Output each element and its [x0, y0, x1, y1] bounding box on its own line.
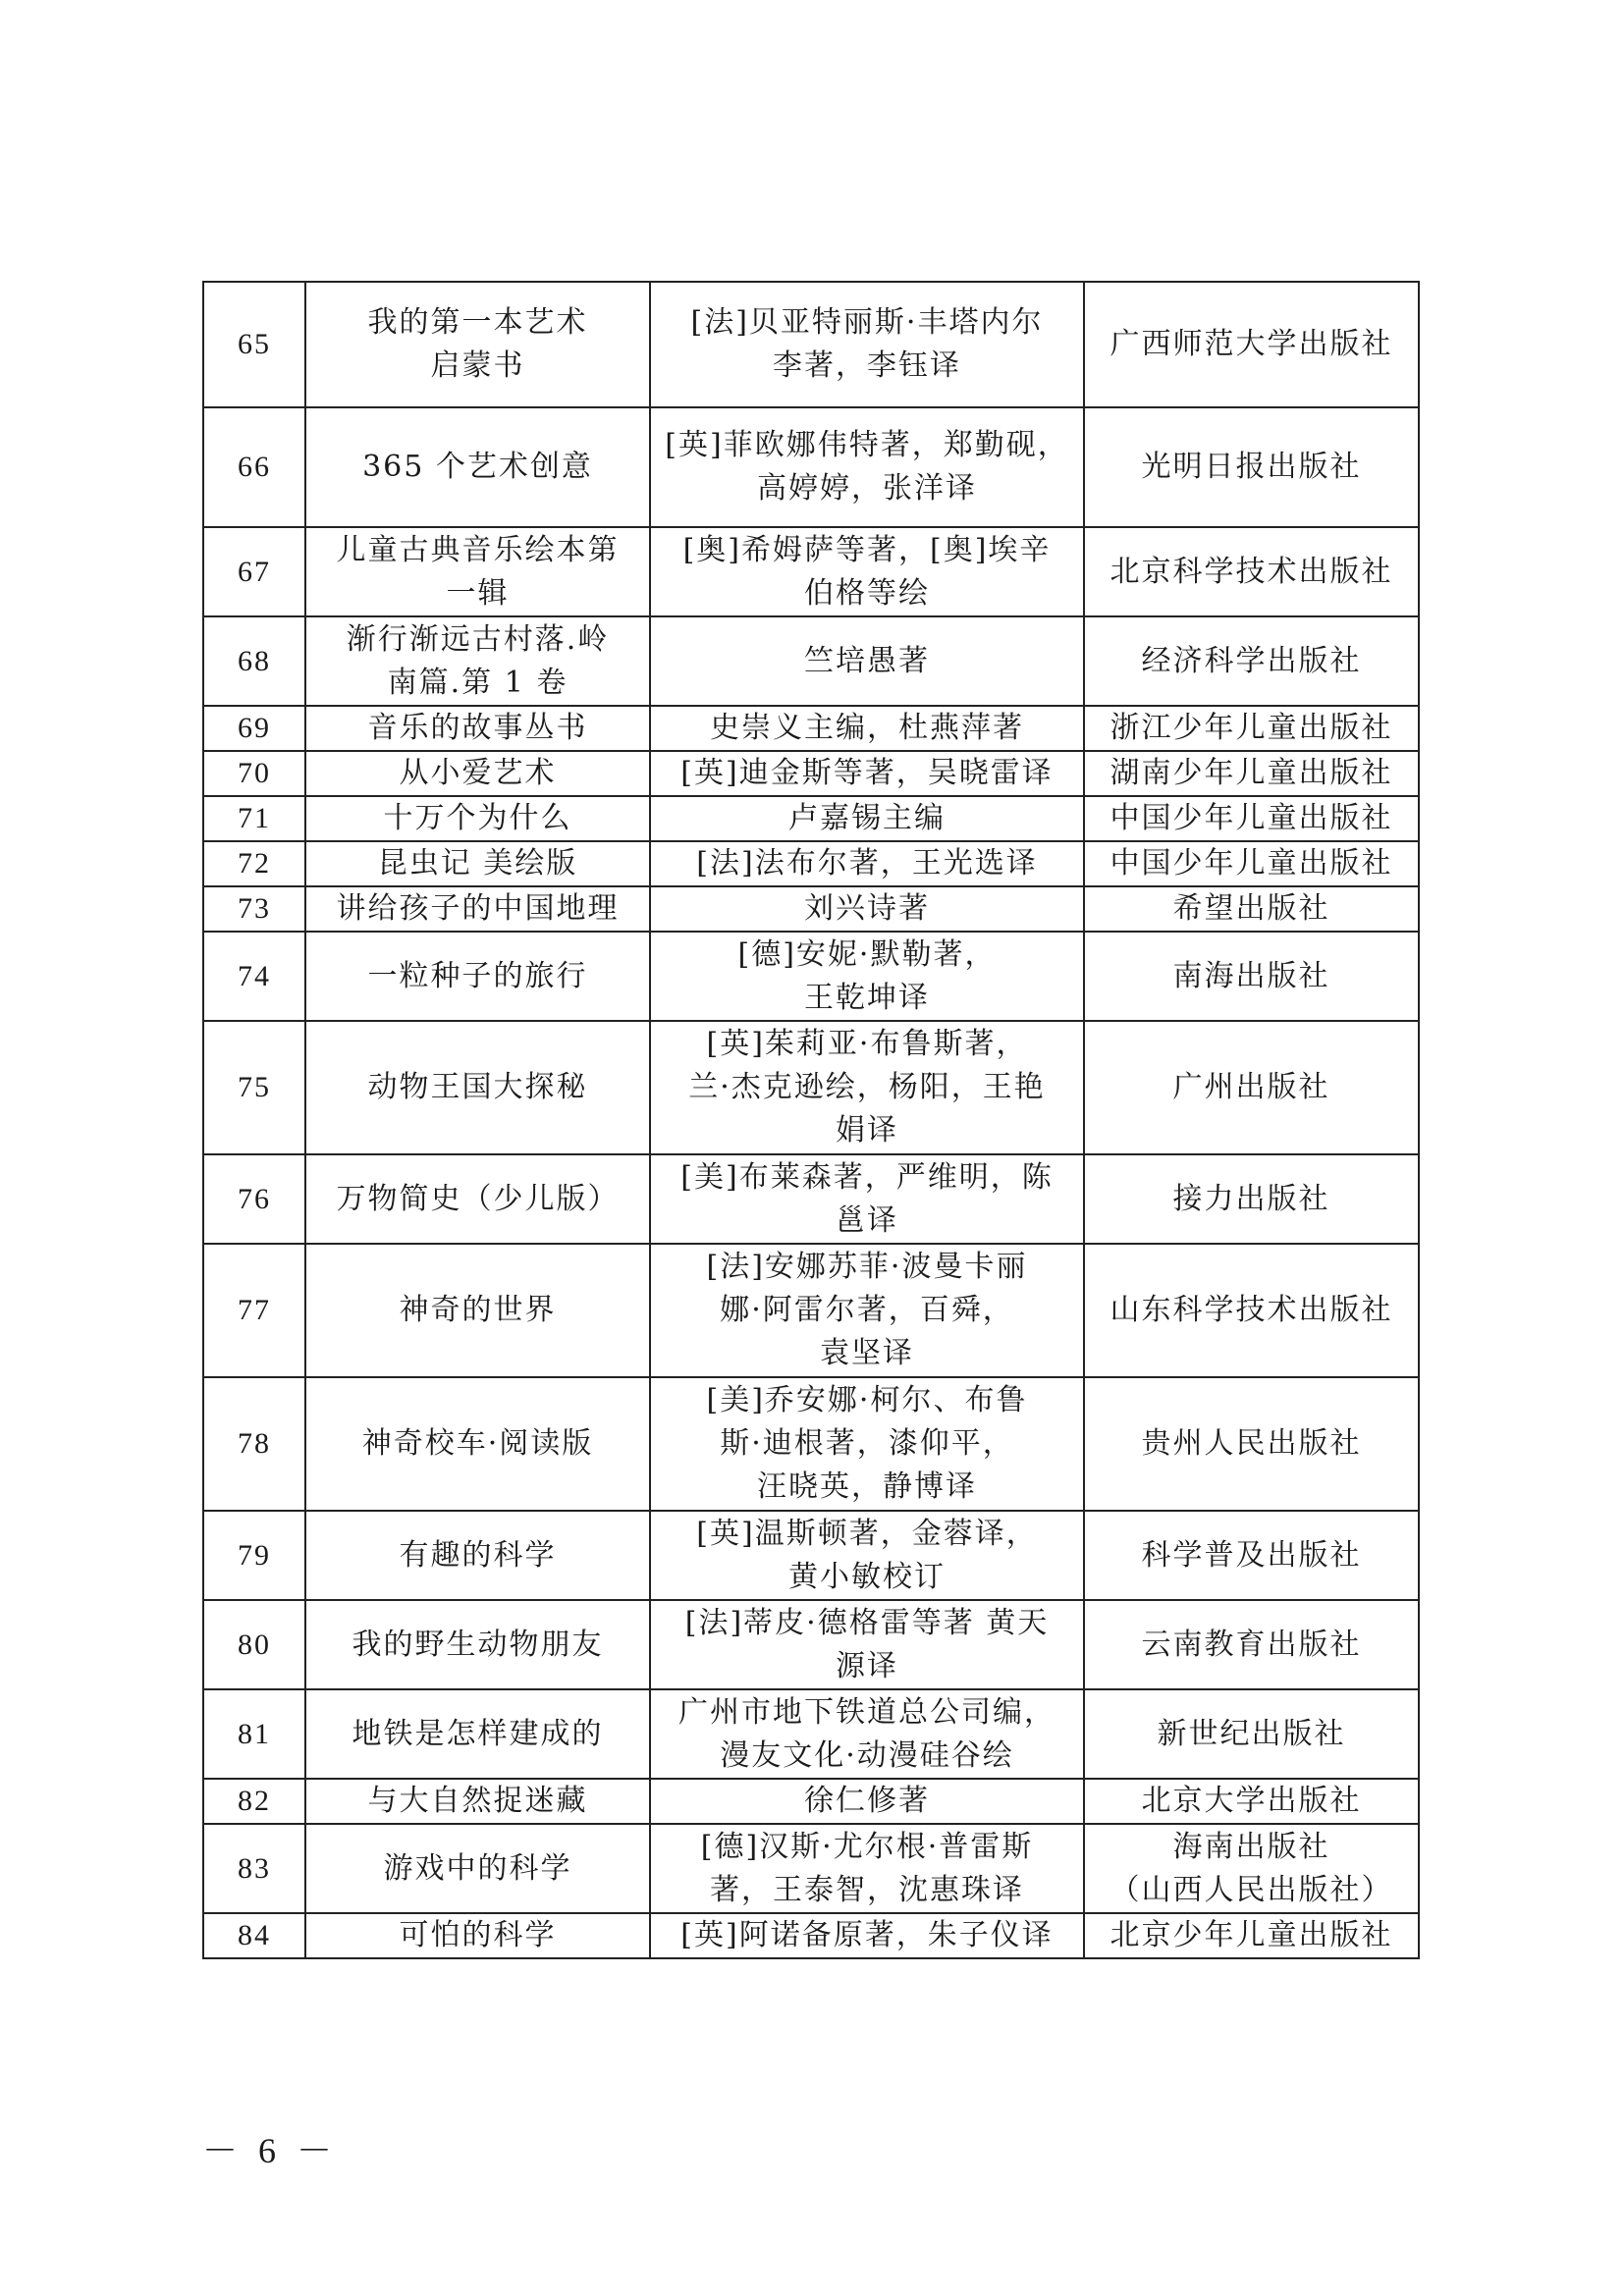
- book-author: [英]茱莉亚·布鲁斯著， 兰·杰克逊绘，杨阳，王艳 娟译: [650, 1021, 1084, 1154]
- book-title: 讲给孩子的中国地理: [305, 886, 650, 932]
- book-list-table: [202, 281, 1420, 1959]
- book-author: [英]菲欧娜伟特著，郑勤砚， 高婷婷，张洋译: [650, 407, 1084, 527]
- book-publisher: 接力出版社: [1084, 1154, 1419, 1244]
- book-publisher: 海南出版社 （山西人民出版社）: [1084, 1824, 1419, 1913]
- book-author: [美]乔安娜·柯尔、布鲁 斯·迪根著，漆仰平， 汪晓英，静博译: [650, 1377, 1084, 1511]
- row-number: 69: [203, 706, 305, 751]
- page-number: － 6 －: [202, 2131, 339, 2170]
- book-title: 365 个艺术创意: [305, 407, 650, 527]
- book-title: 我的野生动物朋友: [305, 1600, 650, 1689]
- book-author: [美]布莱森著，严维明，陈 邕译: [650, 1154, 1084, 1244]
- book-publisher: 广州出版社: [1084, 1021, 1419, 1154]
- book-publisher: 云南教育出版社: [1084, 1600, 1419, 1689]
- table-row: [203, 841, 1419, 886]
- table-row: [203, 1154, 1419, 1244]
- row-number: 68: [203, 616, 305, 706]
- book-author: 徐仁修著: [650, 1779, 1084, 1824]
- book-title: 十万个为什么: [305, 796, 650, 841]
- book-title: 儿童古典音乐绘本第 一辑: [305, 527, 650, 616]
- row-number: 75: [203, 1021, 305, 1154]
- book-title: 音乐的故事丛书: [305, 706, 650, 751]
- book-author: [奥]希姆萨等著，[奥]埃辛 伯格等绘: [650, 527, 1084, 616]
- table-row: [203, 407, 1419, 527]
- book-title: 渐行渐远古村落.岭 南篇.第 1 卷: [305, 616, 650, 706]
- table-row: [203, 1511, 1419, 1600]
- book-author: 竺培愚著: [650, 616, 1084, 706]
- book-title: 我的第一本艺术 启蒙书: [305, 282, 650, 407]
- book-author: [英]迪金斯等著，吴晓雷译: [650, 751, 1084, 796]
- table-row: [203, 932, 1419, 1021]
- book-publisher: 浙江少年儿童出版社: [1084, 706, 1419, 751]
- book-author: [法]蒂皮·德格雷等著 黄天 源译: [650, 1600, 1084, 1689]
- book-publisher: 北京少年儿童出版社: [1084, 1913, 1419, 1958]
- row-number: 81: [203, 1689, 305, 1779]
- book-author: [法]法布尔著，王光选译: [650, 841, 1084, 886]
- row-number: 82: [203, 1779, 305, 1824]
- book-publisher: 湖南少年儿童出版社: [1084, 751, 1419, 796]
- book-author: 刘兴诗著: [650, 886, 1084, 932]
- book-title: 动物王国大探秘: [305, 1021, 650, 1154]
- book-title: 神奇校车·阅读版: [305, 1377, 650, 1511]
- table-row: [203, 1600, 1419, 1689]
- book-author: [法]安娜苏菲·波曼卡丽 娜·阿雷尔著，百舜， 袁坚译: [650, 1244, 1084, 1377]
- book-title: 万物简史（少儿版）: [305, 1154, 650, 1244]
- book-publisher: 科学普及出版社: [1084, 1511, 1419, 1600]
- table-row: [203, 706, 1419, 751]
- table-row: [203, 1779, 1419, 1824]
- book-author: [德]汉斯·尤尔根·普雷斯 著，王泰智，沈惠珠译: [650, 1824, 1084, 1913]
- book-title: 神奇的世界: [305, 1244, 650, 1377]
- table-row: [203, 1377, 1419, 1511]
- book-title: 昆虫记 美绘版: [305, 841, 650, 886]
- table-row: [203, 282, 1419, 407]
- book-publisher: 贵州人民出版社: [1084, 1377, 1419, 1511]
- table-row: [203, 796, 1419, 841]
- book-author: 史崇义主编，杜燕萍著: [650, 706, 1084, 751]
- book-publisher: 希望出版社: [1084, 886, 1419, 932]
- book-publisher: 北京大学出版社: [1084, 1779, 1419, 1824]
- book-publisher: 广西师范大学出版社: [1084, 282, 1419, 407]
- table-row: [203, 1689, 1419, 1779]
- row-number: 74: [203, 932, 305, 1021]
- book-author: [德]安妮·默勒著， 王乾坤译: [650, 932, 1084, 1021]
- table-row: [203, 886, 1419, 932]
- book-publisher: 南海出版社: [1084, 932, 1419, 1021]
- row-number: 83: [203, 1824, 305, 1913]
- book-publisher: 北京科学技术出版社: [1084, 527, 1419, 616]
- book-title: 一粒种子的旅行: [305, 932, 650, 1021]
- book-title: 有趣的科学: [305, 1511, 650, 1600]
- table-row: [203, 1244, 1419, 1377]
- row-number: 77: [203, 1244, 305, 1377]
- row-number: 78: [203, 1377, 305, 1511]
- row-number: 70: [203, 751, 305, 796]
- book-publisher: 经济科学出版社: [1084, 616, 1419, 706]
- row-number: 79: [203, 1511, 305, 1600]
- book-author: [英]温斯顿著，金蓉译， 黄小敏校订: [650, 1511, 1084, 1600]
- row-number: 76: [203, 1154, 305, 1244]
- table-row: [203, 616, 1419, 706]
- book-author: 广州市地下铁道总公司编， 漫友文化·动漫硅谷绘: [650, 1689, 1084, 1779]
- book-publisher: 光明日报出版社: [1084, 407, 1419, 527]
- row-number: 80: [203, 1600, 305, 1689]
- book-publisher: 中国少年儿童出版社: [1084, 796, 1419, 841]
- row-number: 65: [203, 282, 305, 407]
- book-publisher: 中国少年儿童出版社: [1084, 841, 1419, 886]
- row-number: 66: [203, 407, 305, 527]
- book-publisher: 新世纪出版社: [1084, 1689, 1419, 1779]
- table-body: [203, 282, 1419, 1958]
- row-number: 84: [203, 1913, 305, 1958]
- row-number: 72: [203, 841, 305, 886]
- book-title: 游戏中的科学: [305, 1824, 650, 1913]
- table-row: [203, 1824, 1419, 1913]
- book-title: 从小爱艺术: [305, 751, 650, 796]
- row-number: 73: [203, 886, 305, 932]
- row-number: 71: [203, 796, 305, 841]
- book-author: 卢嘉锡主编: [650, 796, 1084, 841]
- table-row: [203, 1021, 1419, 1154]
- book-title: 与大自然捉迷藏: [305, 1779, 650, 1824]
- book-title: 可怕的科学: [305, 1913, 650, 1958]
- book-publisher: 山东科学技术出版社: [1084, 1244, 1419, 1377]
- table-row: [203, 751, 1419, 796]
- table-row: [203, 1913, 1419, 1958]
- book-title: 地铁是怎样建成的: [305, 1689, 650, 1779]
- table-row: [203, 527, 1419, 616]
- book-author: [英]阿诺备原著，朱子仪译: [650, 1913, 1084, 1958]
- row-number: 67: [203, 527, 305, 616]
- book-author: [法]贝亚特丽斯·丰塔内尔 李著，李钰译: [650, 282, 1084, 407]
